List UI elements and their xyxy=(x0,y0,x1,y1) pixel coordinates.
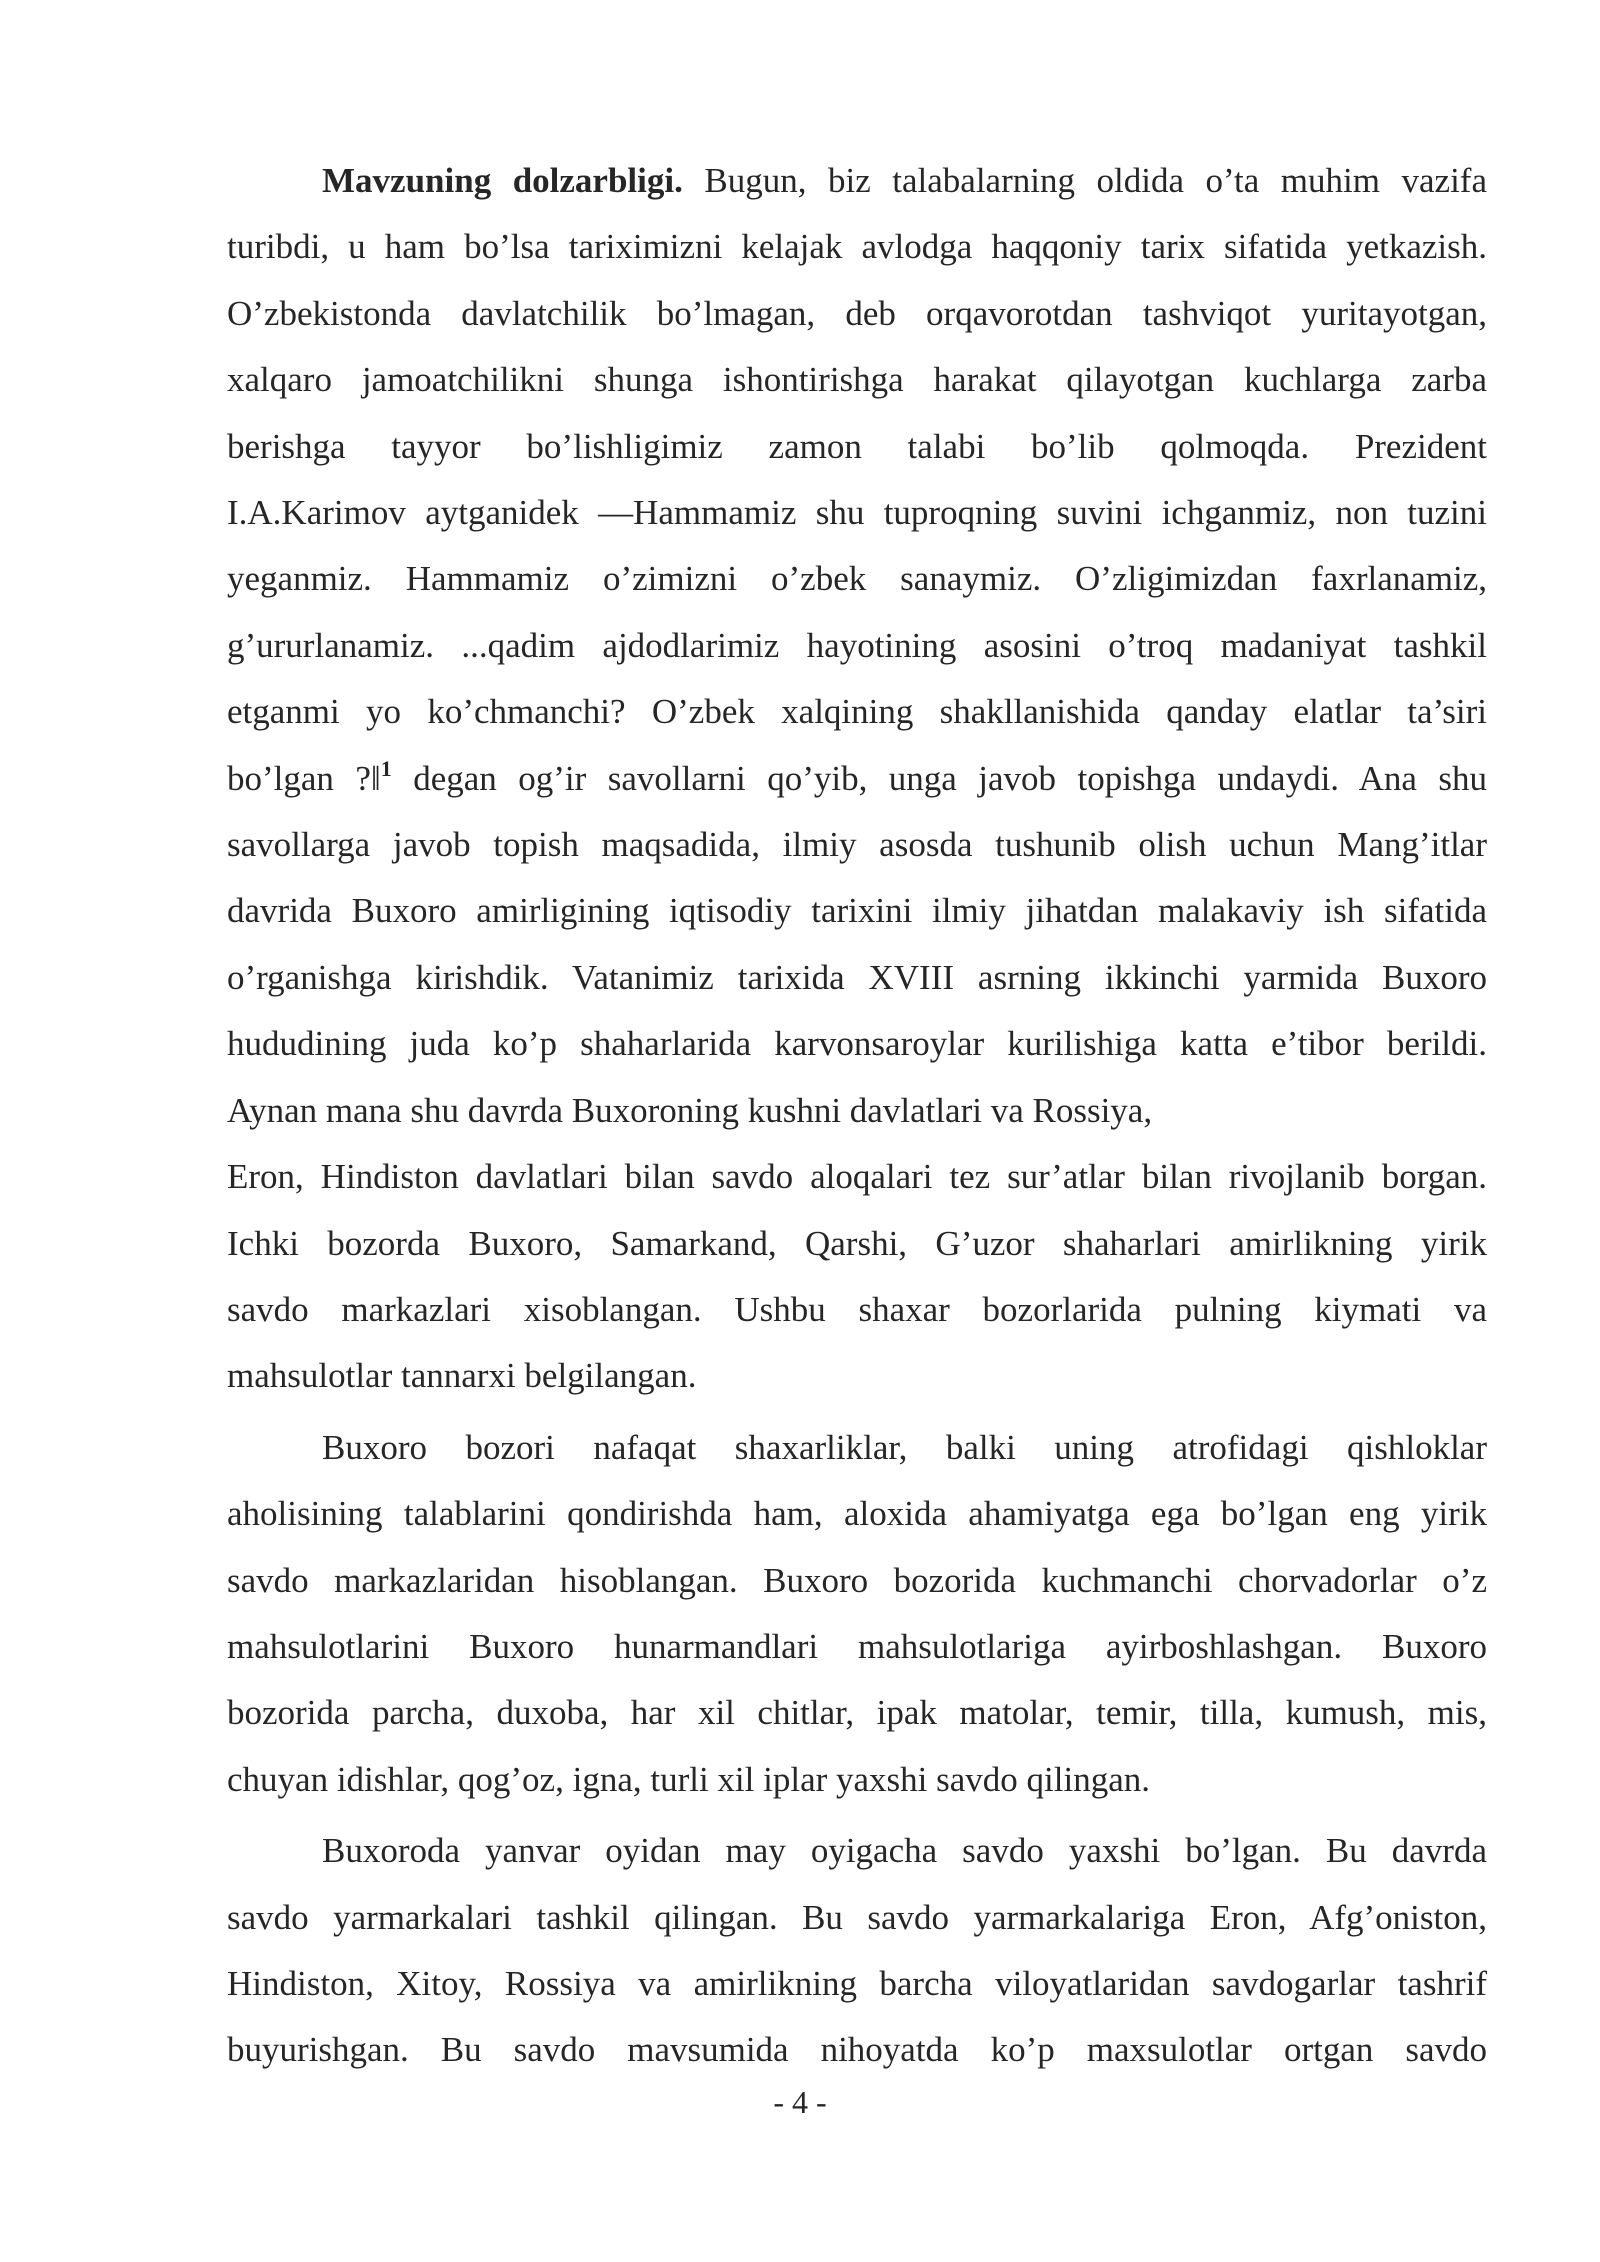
text-line: O’zbekistonda davlatchilik bo’lmagan, deb orqavorotdan tashviqot yuritayotgan, xyxy=(227,293,1487,333)
text-span: degan og’ir savollarni qo’yib, unga javob topishga undaydi. Ana shu xyxy=(391,758,1487,798)
text-line: Eron, Hindiston davlatlari bilan savdo aloqalari tez sur’atlar bilan rivojlanib borgan. xyxy=(227,1157,1487,1197)
text-line: turibdi, u ham bo’lsa tariximizni kelajak avlodga haqqoniy tarix sifatida yetkazish. xyxy=(227,227,1487,267)
paragraph-trade-season xyxy=(227,1818,1487,2084)
paragraph-relevance xyxy=(227,148,1487,1410)
body-text xyxy=(227,148,1487,2084)
text-line: Hindiston, Xitoy, Rossiya va amirlikning barcha viloyatlaridan savdogarlar tashrif xyxy=(227,1963,1487,2003)
page-number: - 4 - xyxy=(773,2084,827,2120)
text-line: etganmi yo ko’chmanchi? O’zbek xalqining shakllanishida qanday elatlar ta’siri xyxy=(227,692,1487,732)
text-line: davrida Buxoro amirligining iqtisodiy tarixini ilmiy jihatdan malakaviy ish sifatida xyxy=(227,891,1487,931)
text-line xyxy=(227,148,1487,214)
text-line: o’rganishga kirishdik. Vatanimiz tarixida XVIII asrning ikkinchi yarmida Buxoro xyxy=(227,957,1487,997)
text-line: savdo markazlari xisoblangan. Ushbu shaxar bozorlarida pulning kiymati va xyxy=(227,1289,1487,1329)
text-line: aholisining talablarini qondirishda ham, aloxida ahamiyatga ega bo’lgan eng yirik xyxy=(227,1494,1487,1534)
text-line: savollarga javob topish maqsadida, ilmiy asosda tushunib olish uchun Mang’itlar xyxy=(227,825,1487,865)
text-line: savdo yarmarkalari tashkil qilingan. Bu savdo yarmarkalariga Eron, Afg’oniston, xyxy=(227,1897,1487,1937)
text-line: Aynan mana shu davrda Buxoroning kushni davlatlari va Rossiya, xyxy=(227,1090,1153,1130)
footnote-reference[interactable]: 1 xyxy=(380,755,392,781)
text-span: Bugun, biz talabalarning oldida o’ta muhim vazifa xyxy=(682,161,1487,200)
text-line xyxy=(227,746,1487,812)
text-line: mahsulotlar tannarxi belgilangan. xyxy=(227,1356,697,1396)
text-line: Buxoro bozori nafaqat shaxarliklar, balki uning atrofidagi qishloklar xyxy=(322,1427,1487,1467)
text-span: bo’lgan ?‖ xyxy=(227,758,381,798)
text-line: buyurishgan. Bu savdo mavsumida nihoyatda ko’p maxsulotlar ortgan savdo xyxy=(227,2030,1487,2070)
text-line: bozorida parcha, duxoba, har xil chitlar, ipak matolar, temir, tilla, kumush, mis, xyxy=(227,1693,1487,1733)
text-line: berishga tayyor bo’lishligimiz zamon talabi bo’lib qolmoqda. Prezident xyxy=(227,426,1487,466)
text-line: g’ururlanamiz. ...qadim ajdodlarimiz hayotining asosini o’troq madaniyat tashkil xyxy=(227,625,1487,665)
text-line: chuyan idishlar, qog’oz, igna, turli xil iplar yaxshi savdo qilingan. xyxy=(227,1759,1151,1799)
text-line: yeganmiz. Hammamiz o’zimizni o’zbek sanaymiz. O’zligimizdan faxrlanamiz, xyxy=(227,559,1487,599)
text-line: I.A.Karimov aytganidek ―Hammamiz shu tuproqning suvini ichganmiz, non tuzini xyxy=(227,493,1487,533)
text-line: Buxoroda yanvar oyidan may oyigacha savdo yaxshi bo’lgan. Bu davrda xyxy=(322,1831,1487,1871)
text-line: hududining juda ko’p shaharlarida karvonsaroylar kurilishiga katta e’tibor berildi. xyxy=(227,1024,1487,1064)
text-line: savdo markazlaridan hisoblangan. Buxoro bozorida kuchmanchi chorvadorlar o’z xyxy=(227,1560,1487,1600)
text-line: Ichki bozorda Buxoro, Samarkand, Qarshi, G’uzor shaharlari amirlikning yirik xyxy=(227,1223,1487,1263)
paragraph-bukhara-bazaar xyxy=(227,1415,1487,1813)
text-line: mahsulotlarini Buxoro hunarmandlari mahsulotlariga ayirboshlashgan. Buxoro xyxy=(227,1626,1487,1666)
section-lead-heading: Mavzuning dolzarbligi. xyxy=(322,161,683,200)
text-line: xalqaro jamoatchilikni shunga ishontirishga harakat qilayotgan kuchlarga zarba xyxy=(227,360,1487,400)
